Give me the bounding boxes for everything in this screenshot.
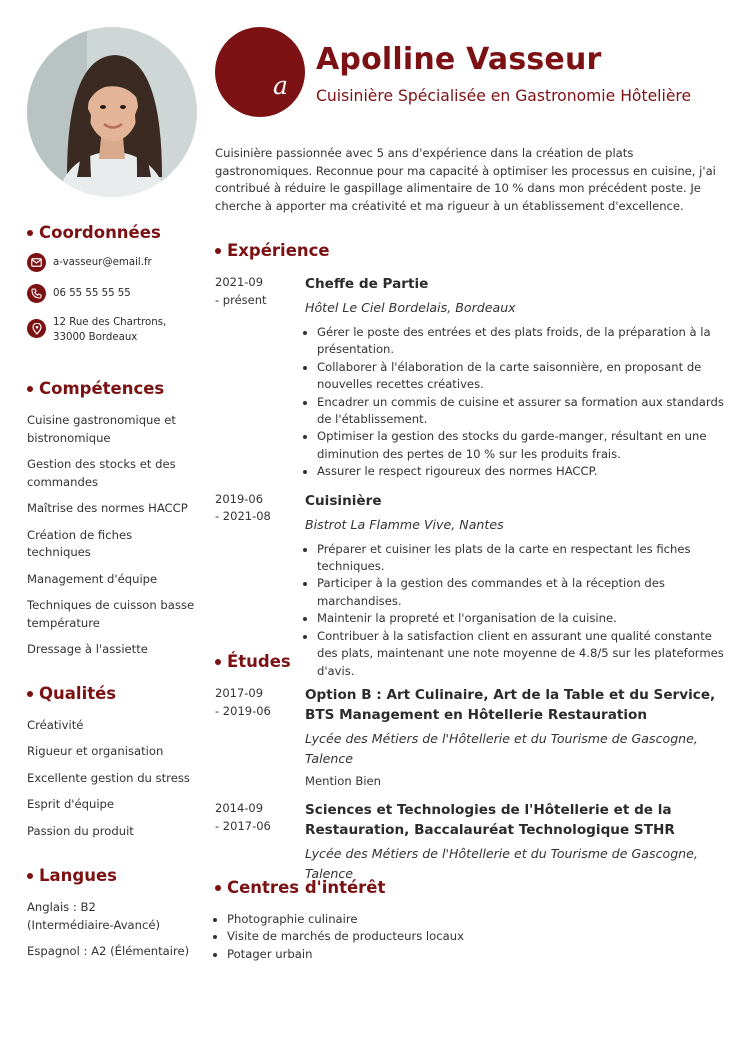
list-item: • Collaborer à l'élaboration de la carte saisonnière, en proposant de nouvelles recettes créatives. (317, 359, 727, 394)
entry-dates: 2017-09 - 2019-06 (215, 686, 271, 718)
list-item: • Préparer et cuisiner les plats de la carte en respectant les fiches techniques. (317, 541, 727, 576)
contact-phone[interactable]: 06 55 55 55 55 (27, 286, 199, 303)
list-item: • Visite de marchés de producteurs locaux (227, 928, 727, 945)
entry-organization: Lycée des Métiers de l'Hôtellerie et du Tourisme de Gascogne, Talence (305, 846, 698, 881)
contact-heading: Coordonnées (27, 222, 199, 244)
bullet-dot-icon (27, 873, 33, 879)
quality-item: Rigueur et organisation (27, 744, 164, 758)
education-section (215, 651, 727, 884)
bullet-dot-icon (27, 230, 33, 236)
bullet-dot-icon (215, 885, 221, 891)
education-entry (215, 685, 727, 790)
bullet-dot-icon (215, 248, 221, 254)
entry-note: Mention Bien (305, 774, 382, 788)
candidate-name: Apolline Vasseur (316, 42, 602, 77)
monogram-badge: a (215, 27, 305, 117)
mail-icon (27, 253, 46, 272)
entry-bullets (305, 324, 727, 481)
languages-list (27, 899, 199, 961)
languages-heading: Langues (27, 865, 199, 887)
skill-item: Management d'équipe (27, 571, 158, 586)
language-item: Espagnol : A2 (Élémentaire) (27, 944, 190, 958)
quality-item: Esprit d'équipe (27, 797, 115, 811)
skill-item: Techniques de cuisson basse température (27, 598, 195, 630)
profile-photo (27, 27, 197, 197)
entry-organization: Bistrot La Flamme Vive, Nantes (305, 516, 504, 532)
contact-section (27, 222, 199, 345)
portrait-illustration (27, 27, 197, 197)
list-item: • Encadrer un commis de cuisine et assurer sa formation aux standards de l'établissement. (317, 394, 727, 429)
list-item: • Assurer le respect rigoureux des normes HACCP. (317, 463, 727, 480)
entry-title: Sciences et Technologies de l'Hôtellerie et de la Restauration, Baccalauréat Technologique STHR (305, 802, 675, 838)
quality-item: Excellente gestion du stress (27, 770, 190, 785)
left-column (27, 222, 199, 970)
entry-dates: 2014-09 - 2017-06 (215, 801, 271, 833)
entry-dates: 2019-06 - 2021-08 (215, 491, 271, 524)
skill-item: Création de fiches techniques (27, 527, 133, 559)
skill-item: Cuisine gastronomique et bistronomique (27, 413, 176, 445)
skill-item: Maîtrise des normes HACCP (27, 501, 188, 515)
job-title: Cuisinière Spécialisée en Gastronomie Hôtelière (316, 87, 692, 105)
list-item: • Optimiser la gestion des stocks du garde-manger, résultant en une diminution des pertes de 10 % sur les produits frais. (317, 428, 727, 463)
list-item: • Contribuer à la satisfaction client en assurant une qualité constante des plats, maintenant une note moyenne de 4.8/5 sur les plateformes d'avis. (317, 628, 727, 680)
skills-section (27, 378, 199, 659)
qualities-list (27, 717, 199, 841)
experience-entry (215, 274, 727, 481)
entry-organization: Hôtel Le Ciel Bordelais, Bordeaux (305, 300, 516, 315)
profile-summary: Cuisinière passionnée avec 5 ans d'expérience dans la création de plats gastronomiques. Reconnue pour ma capacité à optimiser les processus en cuisine, j'ai contribué à réduire le gaspillage alimentaire de 10 % dans mon précédent poste. Je cherche à apporter ma créativité et ma rigueur à un établissement d'excellence. (215, 146, 716, 213)
skills-heading: Compétences (27, 378, 199, 400)
bullet-dot-icon (215, 659, 221, 665)
bullet-dot-icon (27, 386, 33, 392)
skills-list (27, 412, 199, 659)
education-heading: Études (215, 651, 727, 673)
education-entry (215, 800, 727, 884)
contact-email[interactable]: a-vasseur@email.fr (27, 255, 199, 272)
list-item: • Potager urbain (227, 946, 727, 963)
experience-heading: Expérience (215, 240, 727, 262)
location-pin-icon (27, 319, 46, 338)
qualities-heading: Qualités (27, 683, 199, 705)
experience-section (215, 240, 727, 680)
entry-title: Cheffe de Partie (305, 276, 429, 292)
languages-section (27, 865, 199, 961)
interests-list (215, 911, 727, 963)
contact-address: 12 Rue des Chartrons, 33000 Bordeaux (27, 315, 199, 345)
entry-organization: Lycée des Métiers de l'Hôtellerie et du Tourisme de Gascogne, Talence (305, 731, 698, 766)
language-item: Anglais : B2 (Intermédiaire-Avancé) (27, 900, 161, 932)
interests-section (215, 877, 727, 963)
qualities-section (27, 683, 199, 841)
list-item: • Maintenir la propreté et l'organisation de la cuisine. (317, 610, 727, 627)
entry-title: Option B : Art Culinaire, Art de la Table et du Service, BTS Management en Hôtellerie Restauration (305, 687, 716, 723)
interests-heading: Centres d'intérêt (215, 877, 727, 899)
bullet-dot-icon (27, 691, 33, 697)
entry-dates: 2021-09 - présent (215, 275, 267, 307)
quality-item: Passion du produit (27, 823, 134, 838)
phone-icon (27, 284, 46, 303)
list-item: • Gérer le poste des entrées et des plats froids, de la préparation à la présentation. (317, 324, 727, 359)
quality-item: Créativité (27, 717, 84, 732)
skill-item: Gestion des stocks et des commandes (27, 457, 176, 489)
list-item: • Photographie culinaire (227, 911, 727, 928)
skill-item: Dressage à l'assiette (27, 642, 148, 656)
entry-title: Cuisinière (305, 492, 382, 509)
list-item: • Participer à la gestion des commandes et à la réception des marchandises. (317, 575, 727, 610)
